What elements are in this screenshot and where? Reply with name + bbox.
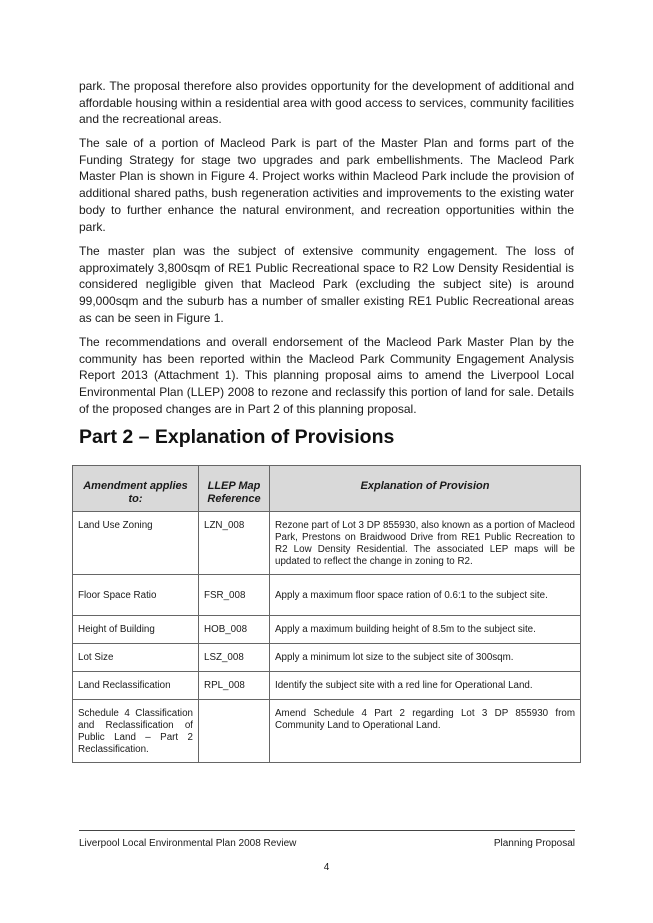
- table-row: [73, 644, 581, 672]
- footer-document-title: Liverpool Local Environmental Plan 2008 Review: [79, 838, 297, 849]
- table-header-row: [73, 466, 581, 512]
- cell-map-ref: LZN_008: [199, 512, 270, 575]
- cell-explanation: Identify the subject site with a red line for Operational Land.: [270, 672, 581, 700]
- section-heading: Part 2 – Explanation of Provisions: [79, 426, 395, 448]
- paragraph-4: The recommendations and overall endorsement of the Macleod Park Master Plan by the community has been reported within the Macleod Park Community Engagement Analysis Report 2013 (Attachment 1). This planning proposal aims to amend the Liverpool Local Environmental Plan (LLEP) 2008 to rezone and reclassify this portion of land for sale. Details of the proposed changes are in Part 2 of this planning proposal.: [79, 335, 574, 416]
- cell-map-ref: HOB_008: [199, 616, 270, 644]
- provisions-table: [72, 465, 581, 763]
- cell-map-ref: RPL_008: [199, 672, 270, 700]
- cell-explanation: Apply a maximum building height of 8.5m to the subject site.: [270, 616, 581, 644]
- cell-explanation: Rezone part of Lot 3 DP 855930, also known as a portion of Macleod Park, Prestons on Braidwood Drive from RE1 Public Recreation to R2 Low Density Residential. The associated LEP maps will be updated to reflect the change in zoning to R2.: [270, 512, 581, 575]
- table-row: [73, 575, 581, 616]
- paragraph-3: The master plan was the subject of extensive community engagement. The loss of approximately 3,800sqm of RE1 Public Recreational space to R2 Low Density Residential is considered negligible given that Macleod Park (excluding the subject site) is around 99,000sqm and the suburb has a number of smaller existing RE1 Public Recreational areas as can be seen in Figure 1.: [79, 244, 574, 325]
- footer-document-type: Planning Proposal: [493, 838, 575, 849]
- cell-amendment: Schedule 4 Classification and Reclassification of Public Land – Part 2 Reclassification.: [73, 700, 199, 763]
- cell-explanation: Apply a minimum lot size to the subject site of 300sqm.: [270, 644, 581, 672]
- cell-amendment: Lot Size: [73, 644, 199, 672]
- header-map-reference: LLEP Map Reference: [199, 466, 270, 512]
- cell-amendment: Floor Space Ratio: [73, 575, 199, 616]
- cell-explanation: Apply a maximum floor space ration of 0.6:1 to the subject site.: [270, 575, 581, 616]
- paragraph-1: park. The proposal therefore also provides opportunity for the development of additional and affordable housing within a residential area with good access to services, community facilities and the recreational areas.: [79, 79, 574, 127]
- cell-explanation: Amend Schedule 4 Part 2 regarding Lot 3 DP 855930 from Community Land to Operational Land.: [270, 700, 581, 763]
- table-row: [73, 512, 581, 575]
- page-number: 4: [323, 862, 330, 873]
- table-row: [73, 672, 581, 700]
- cell-amendment: Land Use Zoning: [73, 512, 199, 575]
- cell-map-ref: [199, 700, 270, 763]
- cell-amendment: Height of Building: [73, 616, 199, 644]
- header-explanation: Explanation of Provision: [270, 466, 581, 512]
- table-row: [73, 700, 581, 763]
- header-amendment: Amendment applies to:: [73, 466, 199, 512]
- footer-divider: [79, 830, 575, 831]
- cell-amendment: Land Reclassification: [73, 672, 199, 700]
- table-row: [73, 616, 581, 644]
- cell-map-ref: LSZ_008: [199, 644, 270, 672]
- paragraph-2: The sale of a portion of Macleod Park is part of the Master Plan and forms part of the Funding Strategy for stage two upgrades and park embellishments. The Macleod Park Master Plan is shown in Figure 4. Project works within Macleod Park include the provision of additional shared paths, bush regeneration activities and improvements to the existing water body to further enhance the natural environment, and recreation opportunities within the park.: [79, 136, 574, 234]
- cell-map-ref: FSR_008: [199, 575, 270, 616]
